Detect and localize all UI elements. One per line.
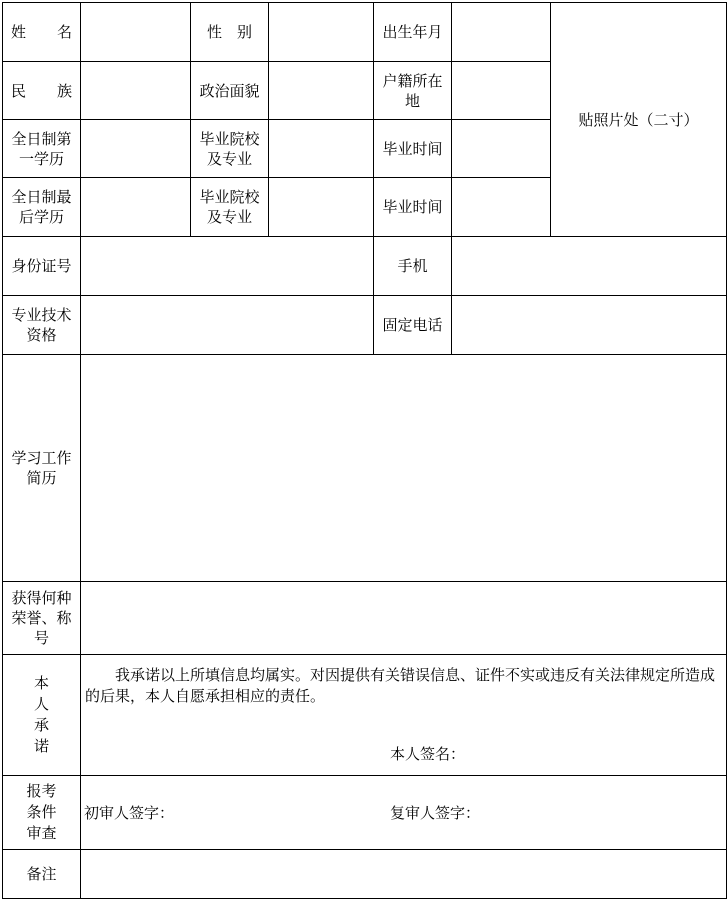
honors-field[interactable] bbox=[81, 582, 727, 655]
first-school-field[interactable] bbox=[269, 120, 374, 178]
birth-label: 出生年月 bbox=[374, 3, 452, 62]
mobile-label: 手机 bbox=[374, 237, 452, 296]
resume-label: 学习工作简历 bbox=[3, 355, 81, 582]
first-school-label: 毕业院校及专业 bbox=[191, 120, 269, 178]
mobile-field[interactable] bbox=[452, 237, 727, 296]
id-number-label: 身份证号 bbox=[3, 237, 81, 296]
pledge-text: 我承诺以上所填信息均属实。对因提供有关错误信息、证件不实或违反有关法律规定所造成的后果，本人自愿承担相应的责任。 bbox=[85, 666, 716, 705]
political-status-label: 政治面貌 bbox=[191, 62, 269, 120]
first-reviewer-signature[interactable]: 初审人签字： bbox=[84, 803, 175, 822]
pledge-label-char: 承 bbox=[33, 716, 49, 734]
registration-form-table bbox=[2, 2, 727, 899]
gender-field[interactable] bbox=[269, 3, 374, 62]
first-education-field[interactable] bbox=[81, 120, 191, 178]
signature-label[interactable]: 本人签名： bbox=[390, 745, 466, 763]
hukou-field[interactable] bbox=[452, 62, 551, 120]
name-label: 姓 名 bbox=[3, 3, 81, 62]
review-label-line: 审查 bbox=[26, 824, 57, 842]
last-school-label: 毕业院校及专业 bbox=[191, 178, 269, 237]
pledge-cell bbox=[81, 655, 727, 776]
ethnicity-label: 民 族 bbox=[3, 62, 81, 120]
last-grad-time-field[interactable] bbox=[452, 178, 551, 237]
resume-field[interactable] bbox=[81, 355, 727, 582]
last-grad-time-label: 毕业时间 bbox=[374, 178, 452, 237]
pledge-label-char: 诺 bbox=[33, 737, 49, 755]
ethnicity-field[interactable] bbox=[81, 62, 191, 120]
birth-field[interactable] bbox=[452, 3, 551, 62]
review-label-line: 条件 bbox=[26, 803, 57, 821]
political-status-field[interactable] bbox=[269, 62, 374, 120]
pledge-label-char: 人 bbox=[33, 695, 49, 713]
last-school-field[interactable] bbox=[269, 178, 374, 237]
remarks-field[interactable] bbox=[81, 850, 727, 899]
qualification-field[interactable] bbox=[81, 296, 374, 355]
honors-label: 获得何种荣誉、称号 bbox=[3, 582, 81, 655]
review-label-line: 报考 bbox=[26, 782, 57, 800]
remarks-label: 备注 bbox=[3, 850, 81, 899]
landline-field[interactable] bbox=[452, 296, 727, 355]
landline-label: 固定电话 bbox=[374, 296, 452, 355]
review-label bbox=[3, 776, 81, 850]
review-signatures bbox=[81, 776, 727, 850]
id-number-field[interactable] bbox=[81, 237, 374, 296]
pledge-label bbox=[3, 655, 81, 776]
name-field[interactable] bbox=[81, 3, 191, 62]
first-grad-time-label: 毕业时间 bbox=[374, 120, 452, 178]
gender-label: 性 别 bbox=[191, 3, 269, 62]
pledge-label-char: 本 bbox=[33, 674, 49, 692]
qualification-label: 专业技术资格 bbox=[3, 296, 81, 355]
first-education-label: 全日制第一学历 bbox=[3, 120, 81, 178]
first-grad-time-field[interactable] bbox=[452, 120, 551, 178]
hukou-label: 户籍所在地 bbox=[374, 62, 452, 120]
second-reviewer-signature[interactable]: 复审人签字： bbox=[390, 803, 481, 822]
last-education-label: 全日制最后学历 bbox=[3, 178, 81, 237]
photo-area[interactable]: 贴照片处（二寸） bbox=[551, 3, 727, 237]
last-education-field[interactable] bbox=[81, 178, 191, 237]
